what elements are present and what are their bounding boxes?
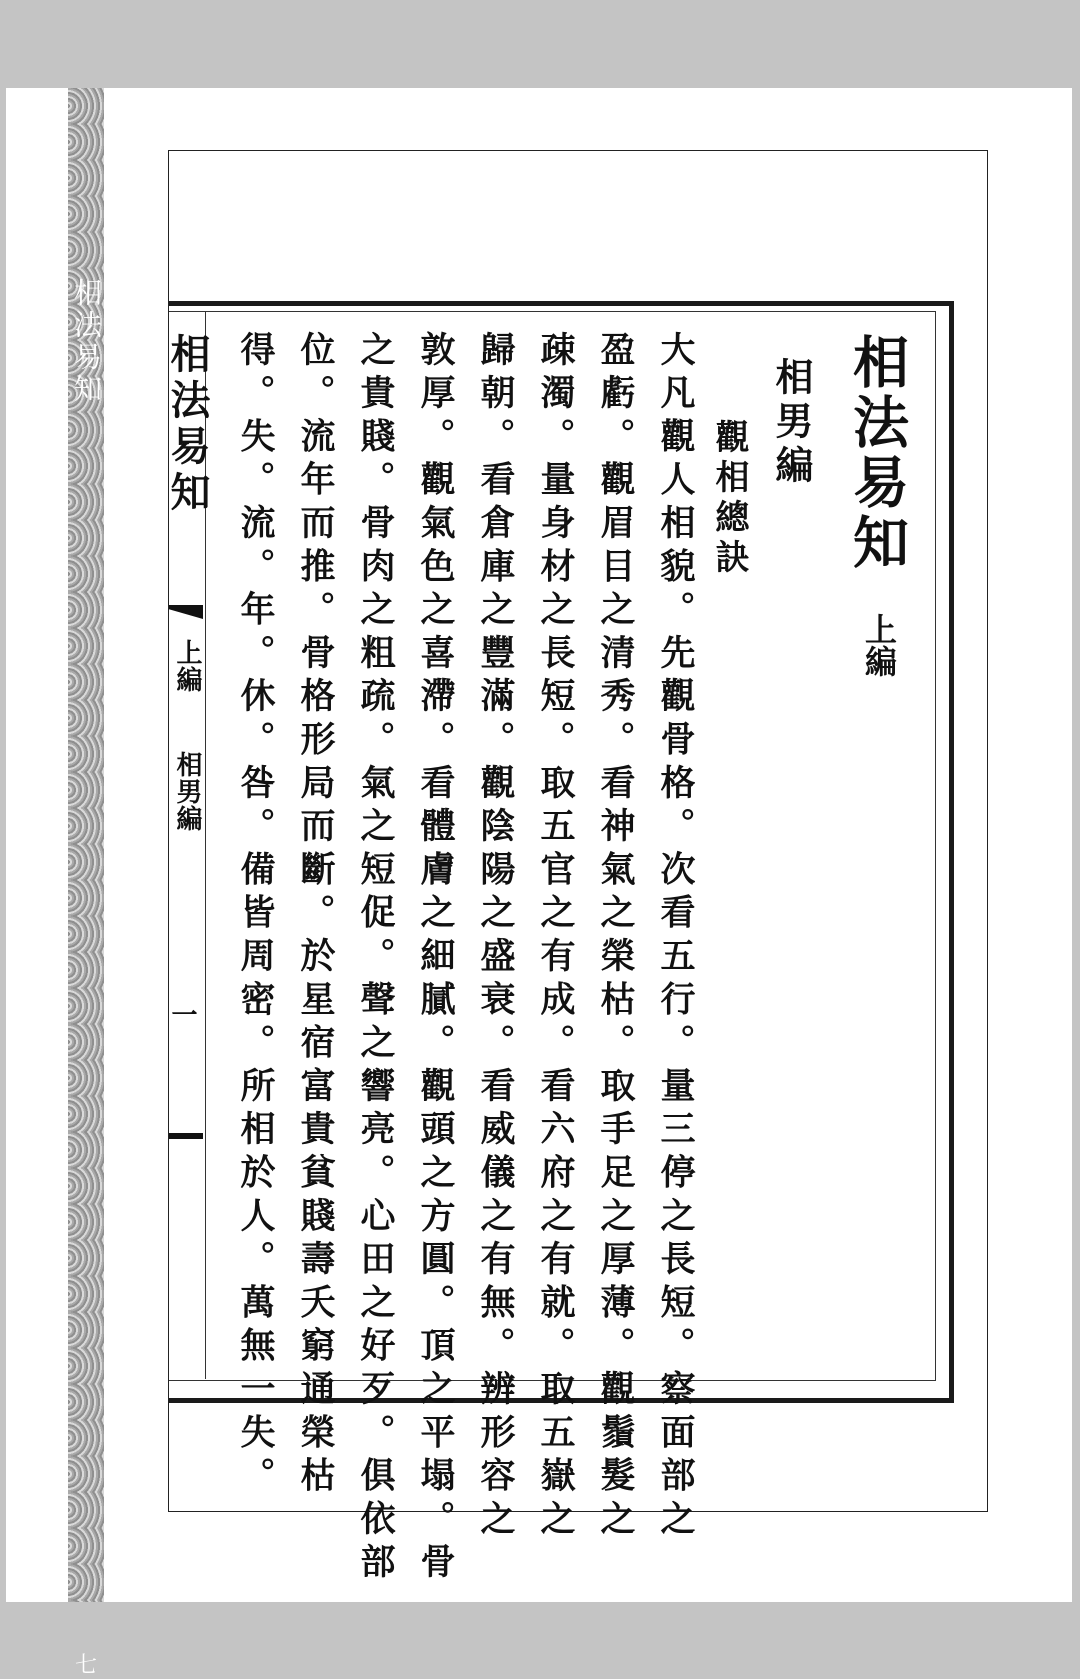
section-title: 相男編 xyxy=(769,357,814,489)
text-column: 疎濁。量身材之長短。取五官之有成。看六府之有就。取五嶽之 xyxy=(535,331,576,1544)
body-text xyxy=(225,331,705,1587)
margin-bar xyxy=(169,1133,203,1139)
margin-section: 相男編 xyxy=(172,751,202,832)
text-column: 之貴賤。骨肉之粗疏。氣之短促。聲之響亮。心田之好歹。俱依部 xyxy=(355,331,396,1587)
volume-label: 上編 xyxy=(860,613,898,677)
book-title: 相法易知 xyxy=(844,333,910,573)
scanned-page xyxy=(164,301,953,1587)
spine-page-number: 七 xyxy=(74,1653,97,1678)
margin-column xyxy=(164,311,211,1379)
margin-volume: 上編 xyxy=(172,639,202,693)
book-spine xyxy=(68,88,104,1678)
margin-book-title: 相法易知 xyxy=(164,333,211,517)
text-column: 歸朝。看倉庫之豐滿。觀陰陽之盛衰。看威儀之有無。辨形容之 xyxy=(475,331,516,1544)
text-column: 盈虧。觀眉目之清秀。看神氣之榮枯。取手足之厚薄。觀鬚髮之 xyxy=(595,331,636,1544)
page-frame xyxy=(164,150,988,1587)
text-column: 大凡觀人相貌。先觀骨格。次看五行。量三停之長短。察面部之 xyxy=(655,331,696,1544)
text-column: 敦厚。觀氣色之喜滯。看體膚之細膩。觀頭之方圓。頂之平塌。骨 xyxy=(415,331,456,1587)
text-column: 得。失。流。年。休。咎。備皆周密。所相於人。萬無一失。 xyxy=(235,331,276,1501)
text-column: 位。流年而推。骨格形局而斷。於星宿富貴貧賤壽夭窮通榮枯 xyxy=(295,331,336,1501)
chapter-subtitle: 觀相總訣 xyxy=(709,419,749,579)
margin-page-number: 一 xyxy=(167,1001,197,1027)
page-sheet xyxy=(6,88,1072,1678)
fishtail-mark xyxy=(169,605,203,619)
spine-title: 相法易知 xyxy=(70,278,103,406)
